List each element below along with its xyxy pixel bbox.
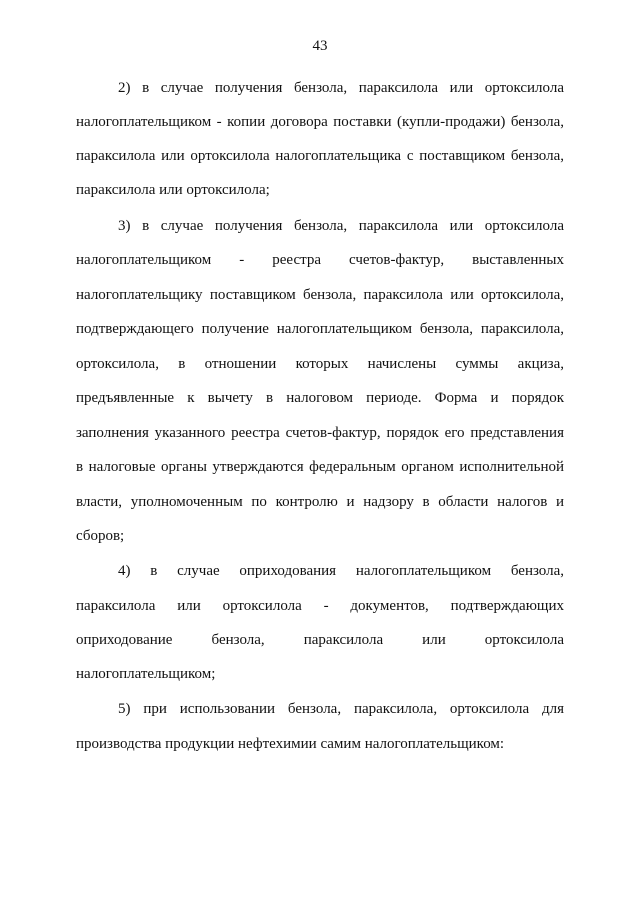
text-line: параксилола или ортоксилола - документов, подтверждающих xyxy=(76,598,564,614)
text-line: подтверждающего получение налогоплательщиком бензола, параксилола, xyxy=(76,321,564,337)
text-line: 5) при использовании бензола, параксилола, ортоксилола для xyxy=(118,701,564,717)
text-line: 3) в случае получения бензола, параксилола или ортоксилола xyxy=(118,218,564,234)
text-line: ортоксилола, в отношении которых начислены суммы акциза, xyxy=(76,356,564,372)
text-line: предъявленные к вычету в налоговом периоде. Форма и порядок xyxy=(76,390,564,406)
text-line: налогоплательщиком - копии договора поставки (купли-продажи) бензола, xyxy=(76,114,564,130)
text-line: налогоплательщику поставщиком бензола, параксилола или ортоксилола, xyxy=(76,287,564,303)
text-line: параксилола или ортоксилола налогоплательщика с поставщиком бензола, xyxy=(76,148,564,164)
text-line: налогоплательщиком; xyxy=(76,666,216,682)
text-line: 4) в случае оприходования налогоплательщиком бензола, xyxy=(118,563,564,579)
text-line: оприходование бензола, параксилола или ортоксилола xyxy=(76,632,564,648)
text-line: производства продукции нефтехимии самим налогоплательщиком: xyxy=(76,736,505,752)
text-line: параксилола или ортоксилола; xyxy=(76,182,270,198)
text-line: заполнения указанного реестра счетов-фактур, порядок его представления xyxy=(76,425,564,441)
text-line: в налоговые органы утверждаются федеральным органом исполнительной xyxy=(76,459,564,475)
text-line: налогоплательщиком - реестра счетов-фактур, выставленных xyxy=(76,252,564,268)
text-line: 2) в случае получения бензола, параксилола или ортоксилола xyxy=(118,80,564,96)
text-line: власти, уполномоченным по контролю и надзору в области налогов и xyxy=(76,494,564,510)
text-line: сборов; xyxy=(76,528,125,544)
page-number: 43 xyxy=(312,38,328,54)
